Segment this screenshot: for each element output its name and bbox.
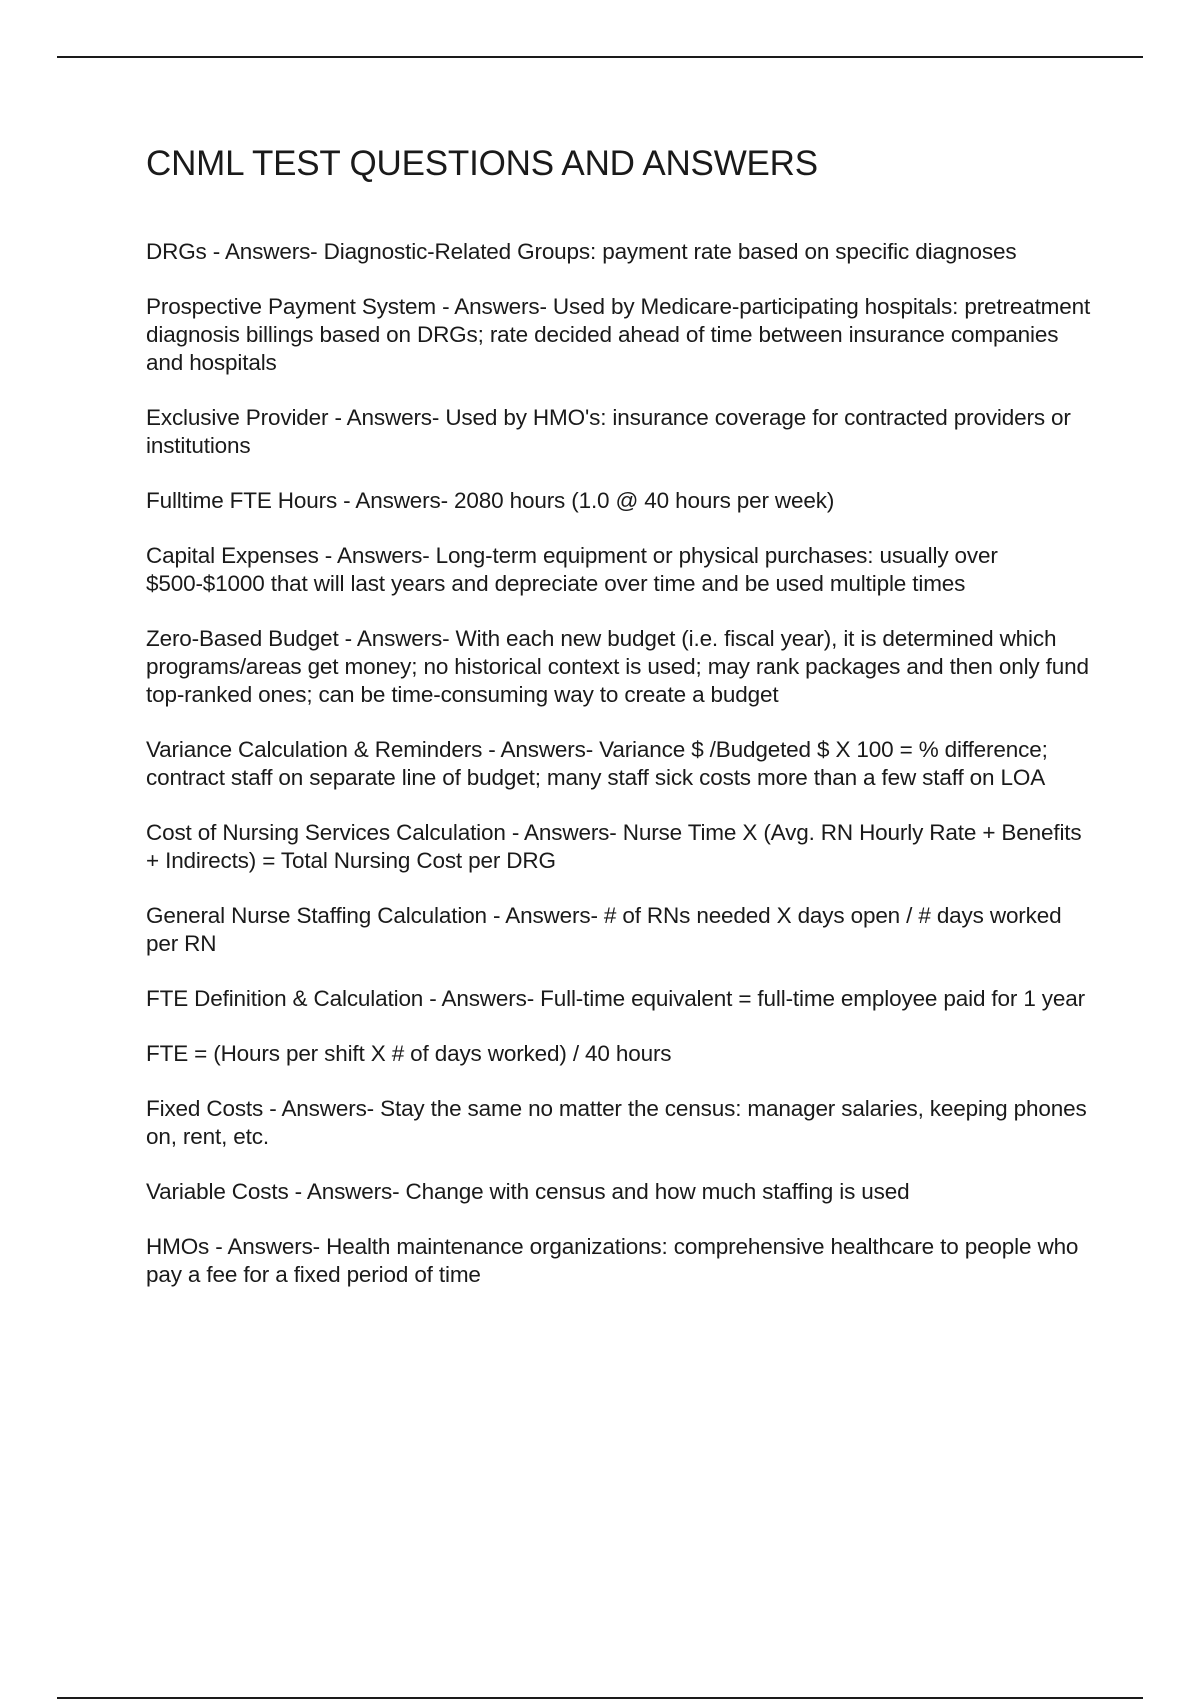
qa-item: Fulltime FTE Hours - Answers- 2080 hours (1.0 @ 40 hours per week) xyxy=(146,488,835,513)
qa-item: Zero-Based Budget - Answers- With each new budget (i.e. fiscal year), it is determined which programs/areas get money; no historical context is used; may rank packages and then only fund top-ranked ones; can be time-consuming way to create a budget xyxy=(146,626,1089,707)
page-title: CNML TEST QUESTIONS AND ANSWERS xyxy=(146,144,818,183)
qa-item: General Nurse Staffing Calculation - Answers- # of RNs needed X days open / # days worked per RN xyxy=(146,903,1062,956)
qa-item: HMOs - Answers- Health maintenance organizations: comprehensive healthcare to people who pay a fee for a fixed period of time xyxy=(146,1234,1079,1287)
qa-item: Variance Calculation & Reminders - Answers- Variance $ /Budgeted $ X 100 = % difference; contract staff on separate line of budget; many staff sick costs more than a few staff on LOA xyxy=(146,737,1048,790)
qa-list xyxy=(146,238,1096,1289)
bottom-divider xyxy=(57,1697,1143,1699)
qa-item: Exclusive Provider - Answers- Used by HMO's: insurance coverage for contracted providers or institutions xyxy=(146,405,1071,458)
qa-item: Capital Expenses - Answers- Long-term equipment or physical purchases: usually over $500-$1000 that will last years and depreciate over time and be used multiple times xyxy=(146,543,998,596)
top-divider xyxy=(57,56,1143,58)
qa-item: Variable Costs - Answers- Change with census and how much staffing is used xyxy=(146,1179,910,1204)
qa-item: Prospective Payment System - Answers- Used by Medicare-participating hospitals: pretreatment diagnosis billings based on DRGs; rate decided ahead of time between insurance companies and hospitals xyxy=(146,294,1091,375)
qa-item: Fixed Costs - Answers- Stay the same no matter the census: manager salaries, keeping phones on, rent, etc. xyxy=(146,1096,1087,1149)
qa-item: FTE = (Hours per shift X # of days worked) / 40 hours xyxy=(146,1041,672,1066)
document-page xyxy=(146,140,1096,1316)
qa-item: FTE Definition & Calculation - Answers- Full-time equivalent = full-time employee paid for 1 year xyxy=(146,986,1085,1011)
qa-item: Cost of Nursing Services Calculation - Answers- Nurse Time X (Avg. RN Hourly Rate + Benefits + Indirects) = Total Nursing Cost per DRG xyxy=(146,820,1082,873)
qa-item: DRGs - Answers- Diagnostic-Related Groups: payment rate based on specific diagnoses xyxy=(146,239,1017,264)
